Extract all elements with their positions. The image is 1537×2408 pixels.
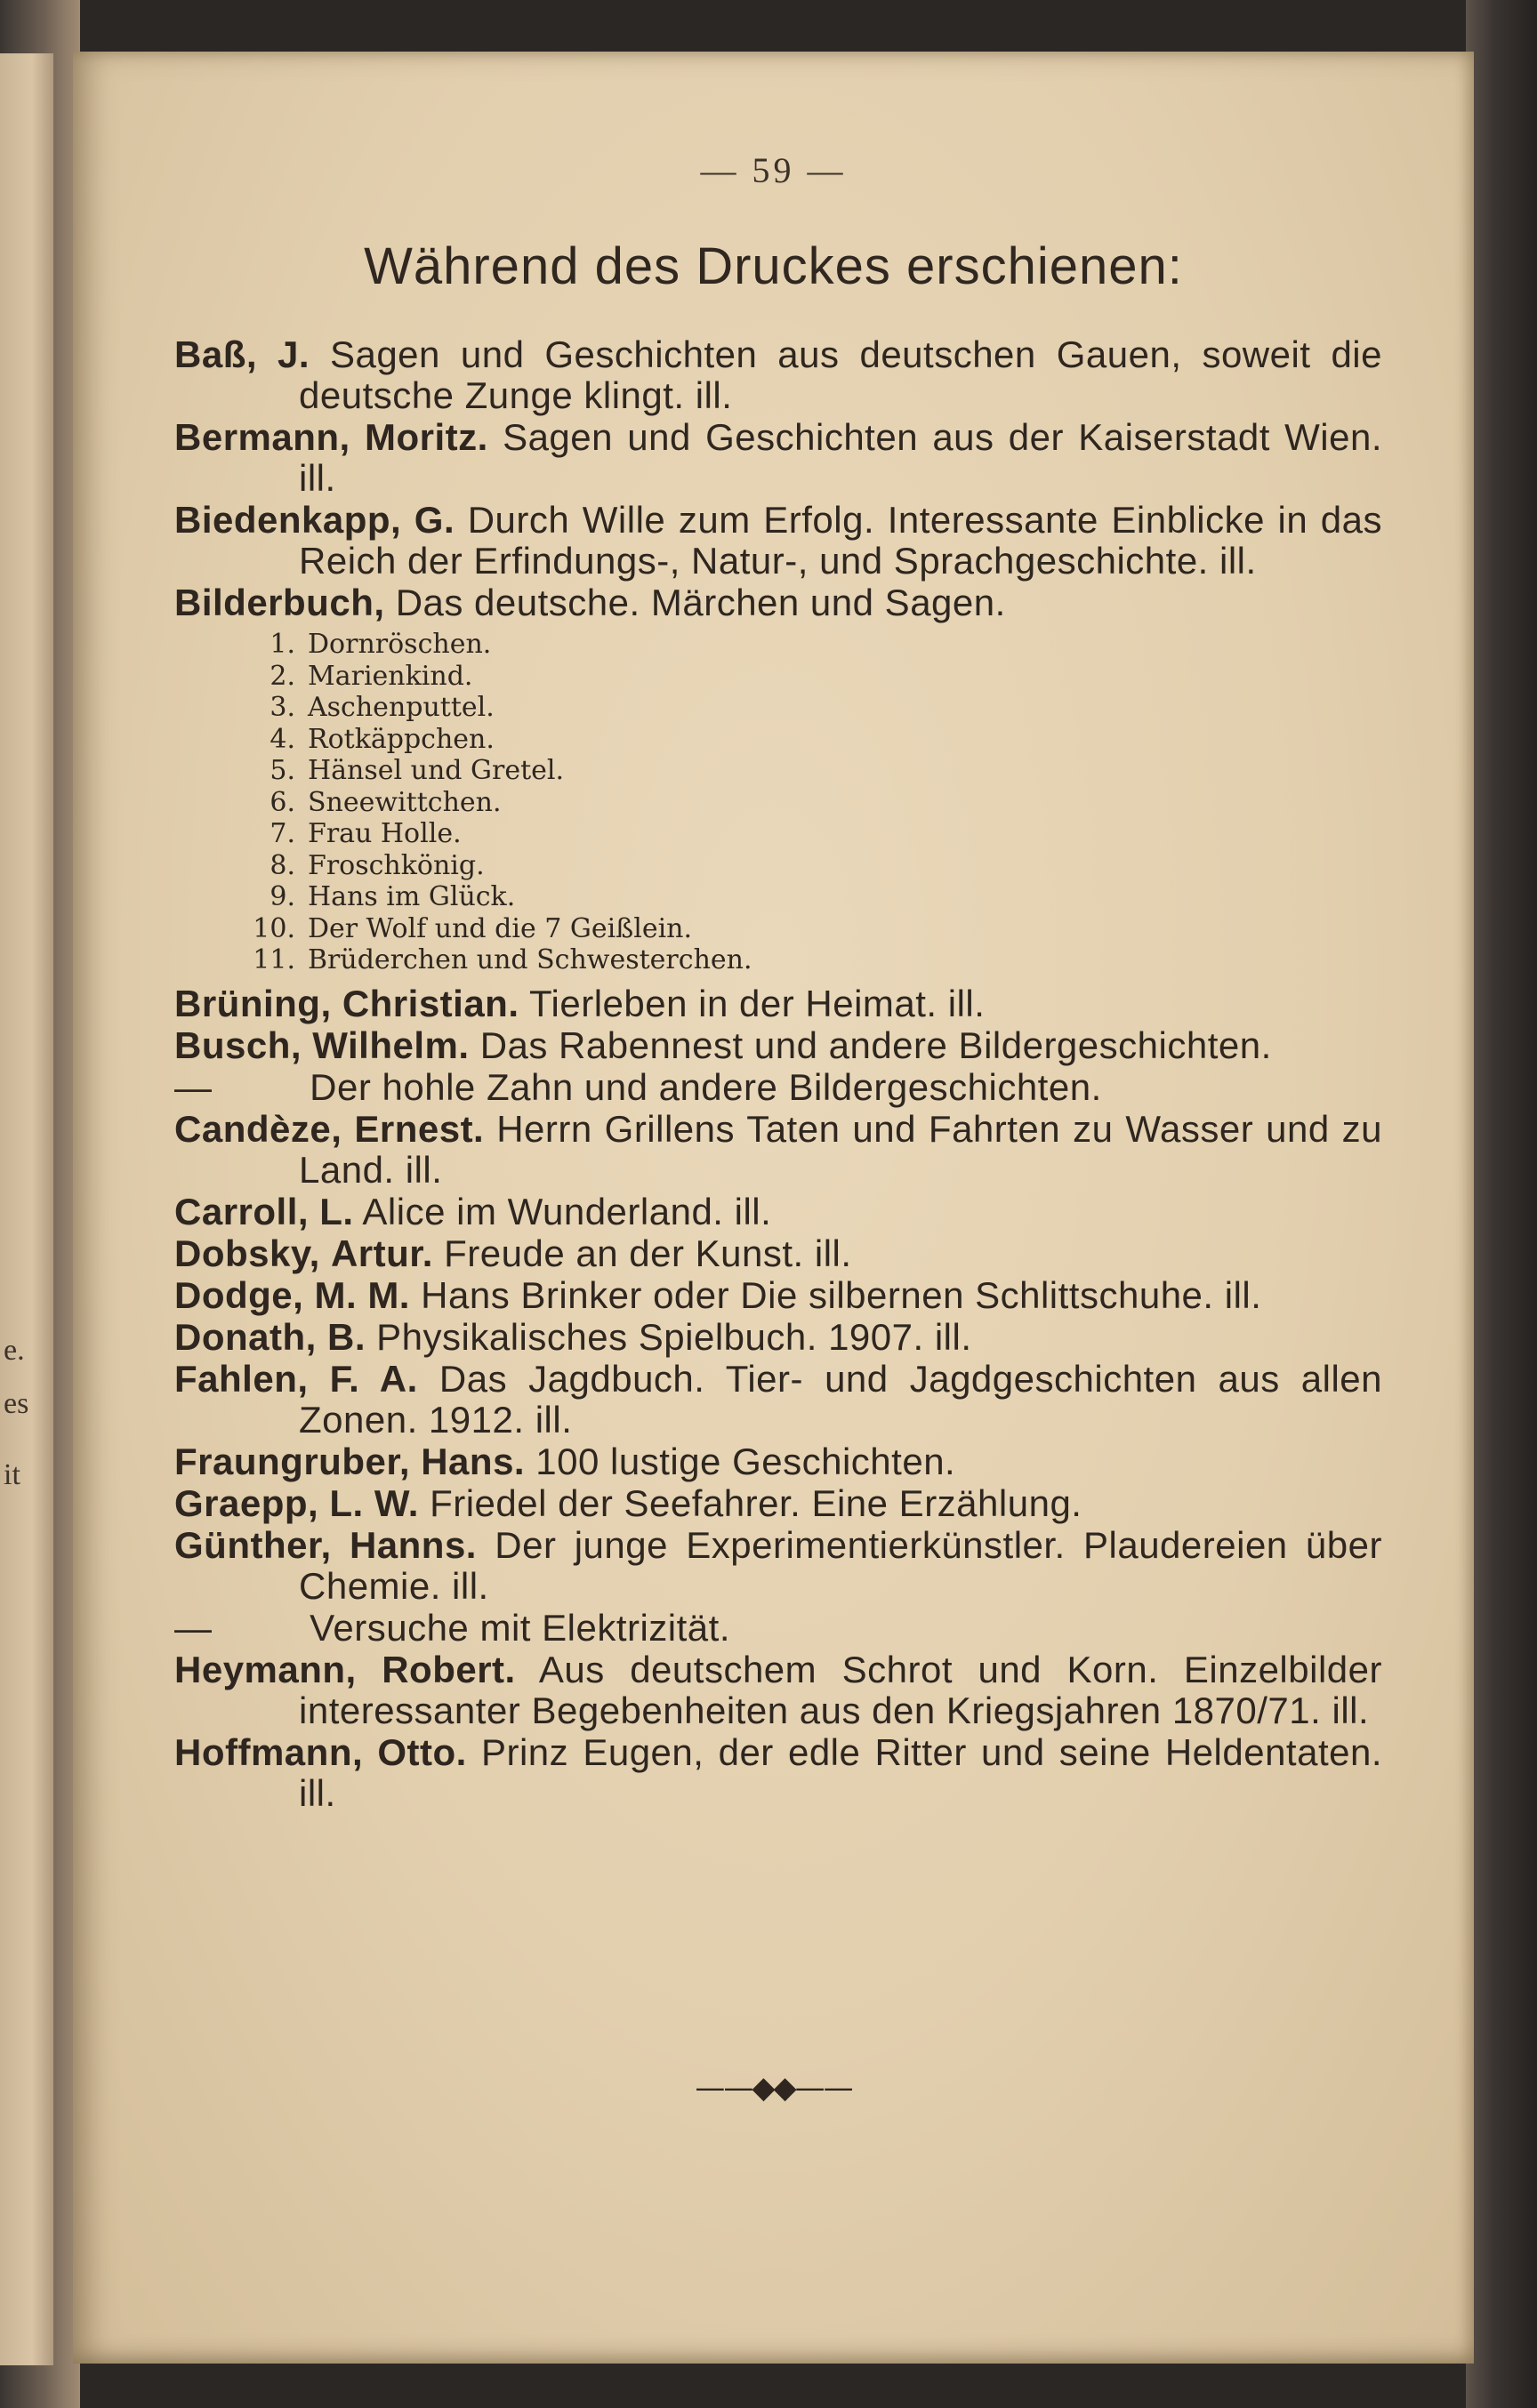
entry-given-name: J.	[277, 333, 310, 375]
item-title: Brüderchen und Schwesterchen.	[308, 944, 752, 975]
previous-page-edge	[0, 53, 53, 2365]
picture-book-item	[245, 913, 1382, 945]
previous-page-fragment: e.	[4, 1334, 25, 1367]
entry-given-name: Wilhelm.	[312, 1023, 470, 1066]
picture-book-list	[174, 629, 1382, 976]
item-number: 1.	[270, 629, 295, 660]
entry-author: Brüning,	[174, 982, 332, 1024]
entry-author: Baß,	[174, 333, 258, 375]
picture-book-item	[245, 755, 1382, 787]
catalog-entry	[174, 1732, 1382, 1814]
picture-book-item	[245, 661, 1382, 693]
item-title: Marienkind.	[308, 660, 473, 692]
picture-book-item	[245, 787, 1382, 819]
entry-title: Versuche mit Elektrizität.	[310, 1606, 730, 1649]
catalog-entry	[174, 582, 1382, 623]
entry-author: Dobsky,	[174, 1232, 320, 1274]
entry-title: Alice im Wunderland. ill.	[362, 1190, 772, 1232]
catalog-entry	[174, 1359, 1382, 1441]
entry-title: Physikalisches Spielbuch. 1907. ill.	[376, 1315, 972, 1358]
entry-title: Prinz Eugen, der edle Ritter und seine Heldentaten. ill.	[299, 1730, 1383, 1814]
catalog-entry	[174, 417, 1382, 499]
item-number: 6.	[270, 786, 295, 818]
entry-given-name: Hanns.	[349, 1523, 477, 1566]
item-title: Sneewittchen.	[308, 786, 502, 818]
item-number: 11.	[253, 944, 295, 975]
entry-given-name: Robert.	[382, 1648, 516, 1690]
item-title: Hänsel und Gretel.	[308, 755, 565, 786]
entry-title: Der hohle Zahn und andere Bildergeschichten.	[310, 1065, 1102, 1108]
picture-book-item	[245, 629, 1382, 661]
picture-book-item	[245, 944, 1382, 976]
item-title: Der Wolf und die 7 Geißlein.	[308, 912, 693, 944]
entry-title: Das deutsche. Märchen und Sagen.	[395, 582, 1006, 623]
catalog-entry	[174, 1441, 1382, 1482]
catalog-entry	[174, 1649, 1382, 1731]
catalog-entry	[174, 1067, 1382, 1108]
entry-author: Busch,	[174, 1023, 302, 1066]
entry-title: Sagen und Geschichten aus der Kaiserstadt Wien. ill.	[299, 416, 1382, 499]
catalog-entry	[174, 1317, 1382, 1358]
book-cover-right	[1466, 0, 1537, 2408]
entry-title: Hans Brinker oder Die silbernen Schlittschuhe. ill.	[421, 1273, 1262, 1316]
item-title: Aschenputtel.	[308, 692, 495, 723]
entry-given-name: F. A.	[329, 1357, 418, 1400]
entry-given-name: G.	[414, 499, 455, 541]
entry-given-name: Christian.	[342, 982, 519, 1024]
entry-given-name: Moritz.	[364, 416, 488, 458]
item-title: Dornröschen.	[308, 629, 492, 660]
entry-author: Dodge,	[174, 1273, 304, 1316]
entry-author: Günther,	[174, 1523, 332, 1566]
catalog-entry	[174, 1109, 1382, 1191]
item-title: Frau Holle.	[308, 818, 462, 849]
entry-author: Fraungruber,	[174, 1440, 411, 1482]
catalog-entry	[174, 334, 1382, 416]
entry-author: Graepp,	[174, 1481, 319, 1524]
entry-author: Fahlen,	[174, 1357, 309, 1400]
entry-author: Hoffmann,	[174, 1730, 364, 1773]
catalog-entry	[174, 983, 1382, 1024]
entry-author: Carroll,	[174, 1190, 310, 1232]
entry-given-name: B.	[326, 1315, 366, 1358]
item-number: 10.	[253, 912, 295, 944]
picture-book-item	[245, 850, 1382, 882]
entry-title: Durch Wille zum Erfolg. Interessante Einblicke in das Reich der Erfindungs-, Natur-, und Sprachgeschichte. ill.	[299, 499, 1382, 582]
picture-book-item	[245, 818, 1382, 850]
picture-book-item	[245, 881, 1382, 913]
item-number: 4.	[270, 723, 295, 755]
entry-title: Aus deutschem Schrot und Korn. Einzelbilder interessanter Begebenheiten aus den Kriegsjahren 1870/71. ill.	[299, 1648, 1382, 1731]
entry-author: Bermann,	[174, 416, 350, 458]
entry-given-name: M. M.	[314, 1273, 410, 1316]
catalog-entry	[174, 1483, 1382, 1524]
entry-title: 100 lustige Geschichten.	[535, 1440, 956, 1482]
previous-page-fragment: es	[4, 1387, 29, 1420]
entry-title: Freude an der Kunst. ill.	[444, 1232, 852, 1274]
entry-given-name: L. W.	[329, 1481, 419, 1524]
picture-book-item	[245, 692, 1382, 724]
entry-author: Heymann,	[174, 1648, 357, 1690]
catalog-entry	[174, 1608, 1382, 1649]
entry-author: Candèze,	[174, 1107, 342, 1150]
item-number: 2.	[270, 660, 295, 692]
entry-author: Bilderbuch,	[174, 582, 385, 623]
catalog-entry	[174, 500, 1382, 582]
item-number: 5.	[270, 755, 295, 786]
page-number: — 59 —	[700, 150, 847, 190]
item-number: 9.	[270, 881, 295, 912]
entry-title: Herrn Grillens Taten und Fahrten zu Wasser und zu Land. ill.	[299, 1107, 1383, 1191]
item-title: Hans im Glück.	[308, 881, 516, 912]
entry-given-name: Hans.	[421, 1440, 526, 1482]
item-title: Froschkönig.	[308, 849, 485, 881]
ditto-dash: —	[174, 1065, 213, 1108]
item-number: 3.	[270, 692, 295, 723]
catalog-entry	[174, 1233, 1382, 1274]
entry-title: Friedel der Seefahrer. Eine Erzählung.	[430, 1481, 1082, 1524]
entry-title: Das Rabennest und andere Bildergeschichten.	[479, 1023, 1272, 1066]
catalog-entry	[174, 1275, 1382, 1316]
entry-title: Der junge Experimentierkünstler. Plaudereien über Chemie. ill.	[299, 1523, 1382, 1607]
item-number: 7.	[270, 818, 295, 849]
entry-title: Tierleben in der Heimat. ill.	[528, 982, 986, 1024]
item-title: Rotkäppchen.	[308, 723, 495, 755]
picture-book-item	[245, 724, 1382, 756]
entry-author: Biedenkapp,	[174, 499, 402, 541]
item-number: 8.	[270, 849, 295, 881]
entry-title: Das Jagdbuch. Tier- und Jagdgeschichten aus allen Zonen. 1912. ill.	[299, 1357, 1383, 1441]
catalog-entry	[174, 1525, 1382, 1607]
previous-page-fragment: it	[4, 1458, 20, 1491]
entry-author: Donath,	[174, 1315, 317, 1358]
catalog-entries	[174, 334, 1382, 1815]
ditto-dash: —	[174, 1606, 213, 1649]
catalog-entry	[174, 1192, 1382, 1232]
entry-given-name: Artur.	[330, 1232, 433, 1274]
page-heading: Während des Druckes erschienen:	[364, 237, 1183, 295]
entry-title: Sagen und Geschichten aus deutschen Gauen, soweit die deutsche Zunge klingt. ill.	[299, 333, 1382, 416]
entry-given-name: Otto.	[377, 1730, 467, 1773]
book-page	[73, 52, 1474, 2364]
catalog-entry	[174, 1025, 1382, 1066]
closing-ornament: ——◆◆——	[695, 2070, 852, 2106]
entry-given-name: L.	[319, 1190, 354, 1232]
entry-given-name: Ernest.	[354, 1107, 485, 1150]
